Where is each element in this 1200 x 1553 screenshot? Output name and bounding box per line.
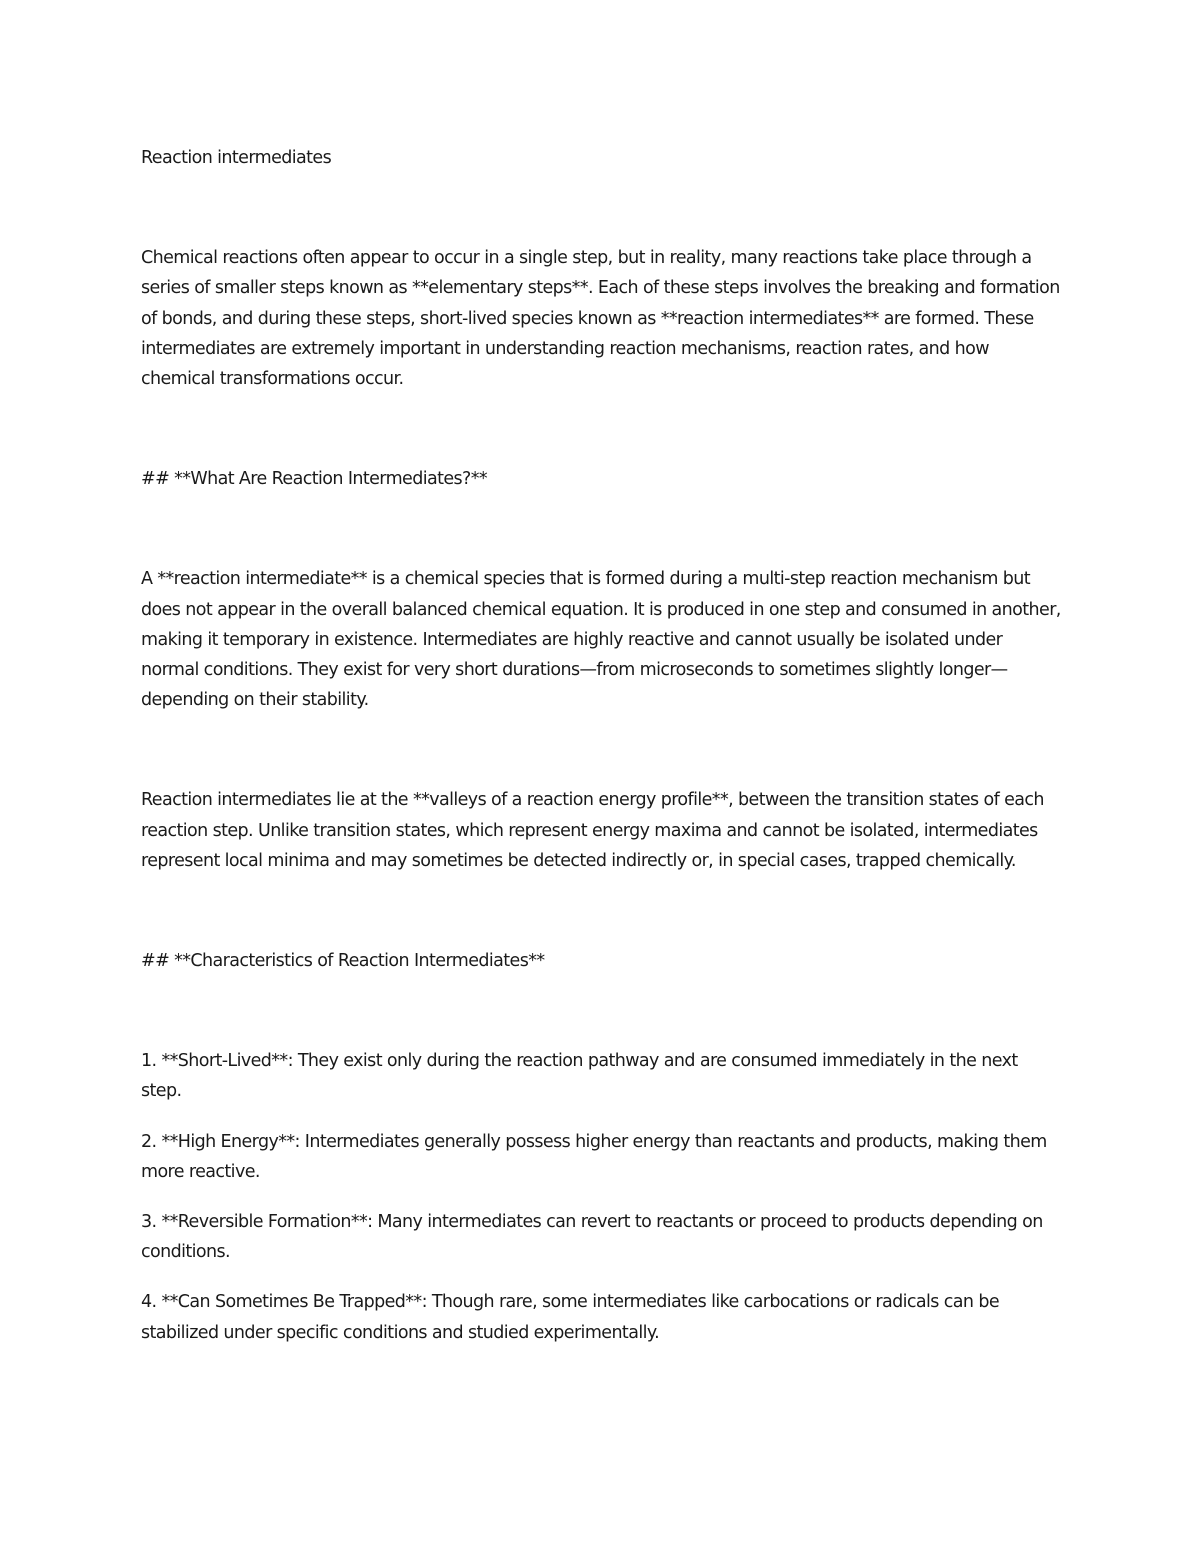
list-item: 1. **Short-Lived**: They exist only during the reaction pathway and are consumed immediately in the next step. [141,1051,1018,1102]
list-item: 4. **Can Sometimes Be Trapped**: Though rare, some intermediates like carbocations or radicals can be stabilized under specific conditions and studied experimentally. [141,1292,1000,1343]
list-item: 3. **Reversible Formation**: Many intermediates can revert to reactants or proceed to products depending on conditions. [141,1212,1043,1263]
energy-profile-paragraph: Reaction intermediates lie at the **valleys of a reaction energy profile**, between the transition states of each reaction step. Unlike transition states, which represent energy maxima and cannot be isolated, intermediates represent local minima and may sometimes be detected indirectly or, in special cases, trapped chemically. [141,790,1044,871]
section-heading-characteristics: ## **Characteristics of Reaction Intermediates** [141,951,545,972]
document-title: Reaction intermediates [141,148,332,168]
document-body [141,143,1061,1368]
intro-paragraph: Chemical reactions often appear to occur in a single step, but in reality, many reactions take place through a series of smaller steps known as **elementary steps**. Each of these steps involves the breaking and formation of bonds, and during these steps, short-lived species known as **reaction intermediates** are formed. These intermediates are extremely important in understanding reaction mechanisms, reaction rates, and how chemical transformations occur. [141,248,1060,390]
list-item: 2. **High Energy**: Intermediates generally possess higher energy than reactants and products, making them more reactive. [141,1131,1047,1182]
section-heading-what-are: ## **What Are Reaction Intermediates?** [141,469,488,490]
definition-paragraph: A **reaction intermediate** is a chemical species that is formed during a multi-step reaction mechanism but does not appear in the overall balanced chemical equation. It is produced in one step and consumed in another, making it temporary in existence. Intermediates are highly reactive and cannot usually be isolated under normal conditions. They exist for very short durations—from microseconds to sometimes slightly longer—depending on their stability. [141,569,1061,711]
